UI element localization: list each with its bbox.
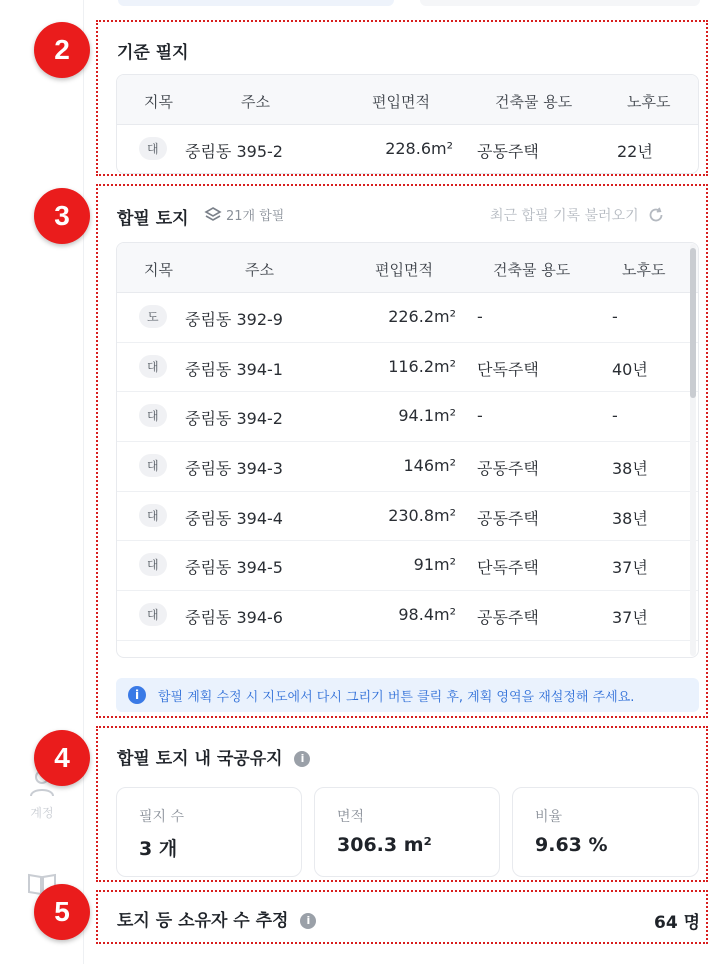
stat-value: 306.3 m² [337, 834, 432, 856]
age-cell: 38년 [612, 508, 648, 528]
use-cell: 공동주택 [477, 142, 539, 161]
land-type-chip: 대 [139, 404, 167, 427]
stat-card-parcel-count [116, 787, 302, 877]
recent-merge-link[interactable] [490, 205, 665, 225]
col-use: 건축물 용도 [493, 261, 571, 279]
owners-value: 64 명 [654, 913, 700, 933]
step-badge-4: 4 [34, 730, 90, 786]
address-cell: 중림동 394-5 [185, 558, 283, 578]
area-cell: 94.1m² [398, 406, 456, 426]
info-icon[interactable]: i [300, 913, 316, 929]
area-cell: 226.2m² [388, 307, 456, 326]
use-cell: 단독주택 [477, 359, 539, 379]
use-cell: - [477, 406, 483, 426]
rail-item-account-label: 계정 [30, 806, 54, 820]
col-use: 건축물 용도 [495, 93, 573, 111]
use-cell: 공동주택 [477, 459, 539, 479]
merged-count-note [204, 205, 284, 224]
table-row[interactable] [117, 591, 698, 641]
refresh-icon [647, 206, 665, 224]
land-type-chip: 대 [139, 137, 167, 160]
merged-land-title: 합필 토지 [117, 209, 189, 229]
age-cell: 37년 [612, 608, 648, 628]
col-area: 편입면적 [372, 93, 430, 111]
table-row[interactable] [117, 125, 698, 174]
info-icon: i [128, 686, 146, 704]
top-card-fragment [420, 0, 700, 6]
table-row[interactable] [117, 442, 698, 492]
col-age: 노후도 [622, 261, 666, 279]
merged-land-table [116, 242, 699, 658]
use-cell: 공동주택 [477, 508, 539, 528]
col-address: 주소 [241, 93, 270, 111]
owners-title [117, 906, 316, 931]
land-type-chip: 대 [139, 454, 167, 477]
use-cell: - [477, 307, 483, 326]
table-row[interactable] [117, 492, 698, 542]
land-type-chip: 대 [139, 603, 167, 626]
area-cell: 230.8m² [388, 505, 456, 525]
address-cell: 중림동 394-6 [185, 608, 283, 628]
land-type-chip: 도 [139, 305, 167, 328]
col-age: 노후도 [627, 93, 671, 111]
merge-notice [116, 678, 699, 712]
land-type-chip: 대 [139, 553, 167, 576]
stat-value: 9.63 % [535, 834, 608, 856]
address-cell: 중림동 395-2 [185, 142, 283, 161]
step-badge-5: 5 [34, 884, 90, 940]
age-cell: 40년 [612, 359, 648, 379]
base-parcel-title: 기준 필지 [117, 43, 189, 63]
age-cell: - [612, 406, 618, 426]
address-cell: 중림동 394-2 [185, 409, 283, 429]
table-scrollbar[interactable] [690, 244, 696, 656]
age-cell: - [612, 307, 618, 326]
base-parcel-table [116, 74, 699, 174]
owners-title-text: 토지 등 소유자 수 추정 [117, 911, 289, 931]
stat-label: 비율 [535, 809, 563, 825]
col-area: 편입면적 [375, 261, 433, 279]
stat-label: 필지 수 [139, 809, 185, 825]
area-cell: 228.6m² [385, 139, 453, 158]
step-badge-3: 3 [34, 188, 90, 244]
layers-icon [204, 206, 222, 224]
address-cell: 중림동 394-4 [185, 508, 283, 528]
recent-merge-label: 최근 합필 기록 불러오기 [490, 208, 639, 224]
use-cell: 단독주택 [477, 558, 539, 578]
step-badge-2: 2 [34, 22, 90, 78]
use-cell: 공동주택 [477, 608, 539, 628]
national-land-title [117, 744, 310, 769]
age-cell: 22년 [617, 142, 653, 161]
scrollbar-thumb[interactable] [690, 248, 696, 398]
stat-value: 3 개 [139, 838, 178, 860]
table-header [117, 75, 698, 125]
merge-notice-text: 합필 계획 수정 시 지도에서 다시 그리기 버튼 클릭 후, 계획 영역을 재설정해 주세요. [158, 689, 635, 705]
table-row[interactable] [117, 293, 698, 343]
land-type-chip: 대 [139, 355, 167, 378]
col-type: 지목 [144, 93, 173, 111]
land-type-chip: 대 [139, 504, 167, 527]
stat-label: 면적 [337, 809, 365, 825]
table-header [117, 243, 698, 293]
area-cell: 98.4m² [398, 605, 456, 625]
left-rail [0, 0, 84, 964]
address-cell: 중림동 394-1 [185, 359, 283, 379]
address-cell: 중림동 392-9 [185, 310, 283, 329]
stat-card-ratio [512, 787, 699, 877]
top-card-fragment [118, 0, 394, 6]
merged-count-label: 21개 합필 [226, 209, 285, 224]
table-row[interactable] [117, 541, 698, 591]
table-row[interactable] [117, 343, 698, 393]
table-row[interactable] [117, 392, 698, 442]
area-cell: 116.2m² [388, 356, 456, 376]
national-land-title-text: 합필 토지 내 국공유지 [117, 749, 283, 769]
address-cell: 중림동 394-3 [185, 459, 283, 479]
age-cell: 37년 [612, 558, 648, 578]
merged-land-rows [117, 293, 698, 641]
info-icon[interactable]: i [294, 751, 310, 767]
area-cell: 146m² [403, 456, 456, 476]
stat-card-area [314, 787, 500, 877]
col-address: 주소 [245, 261, 274, 279]
age-cell: 38년 [612, 459, 648, 479]
area-cell: 91m² [413, 555, 456, 575]
col-type: 지목 [144, 261, 173, 279]
